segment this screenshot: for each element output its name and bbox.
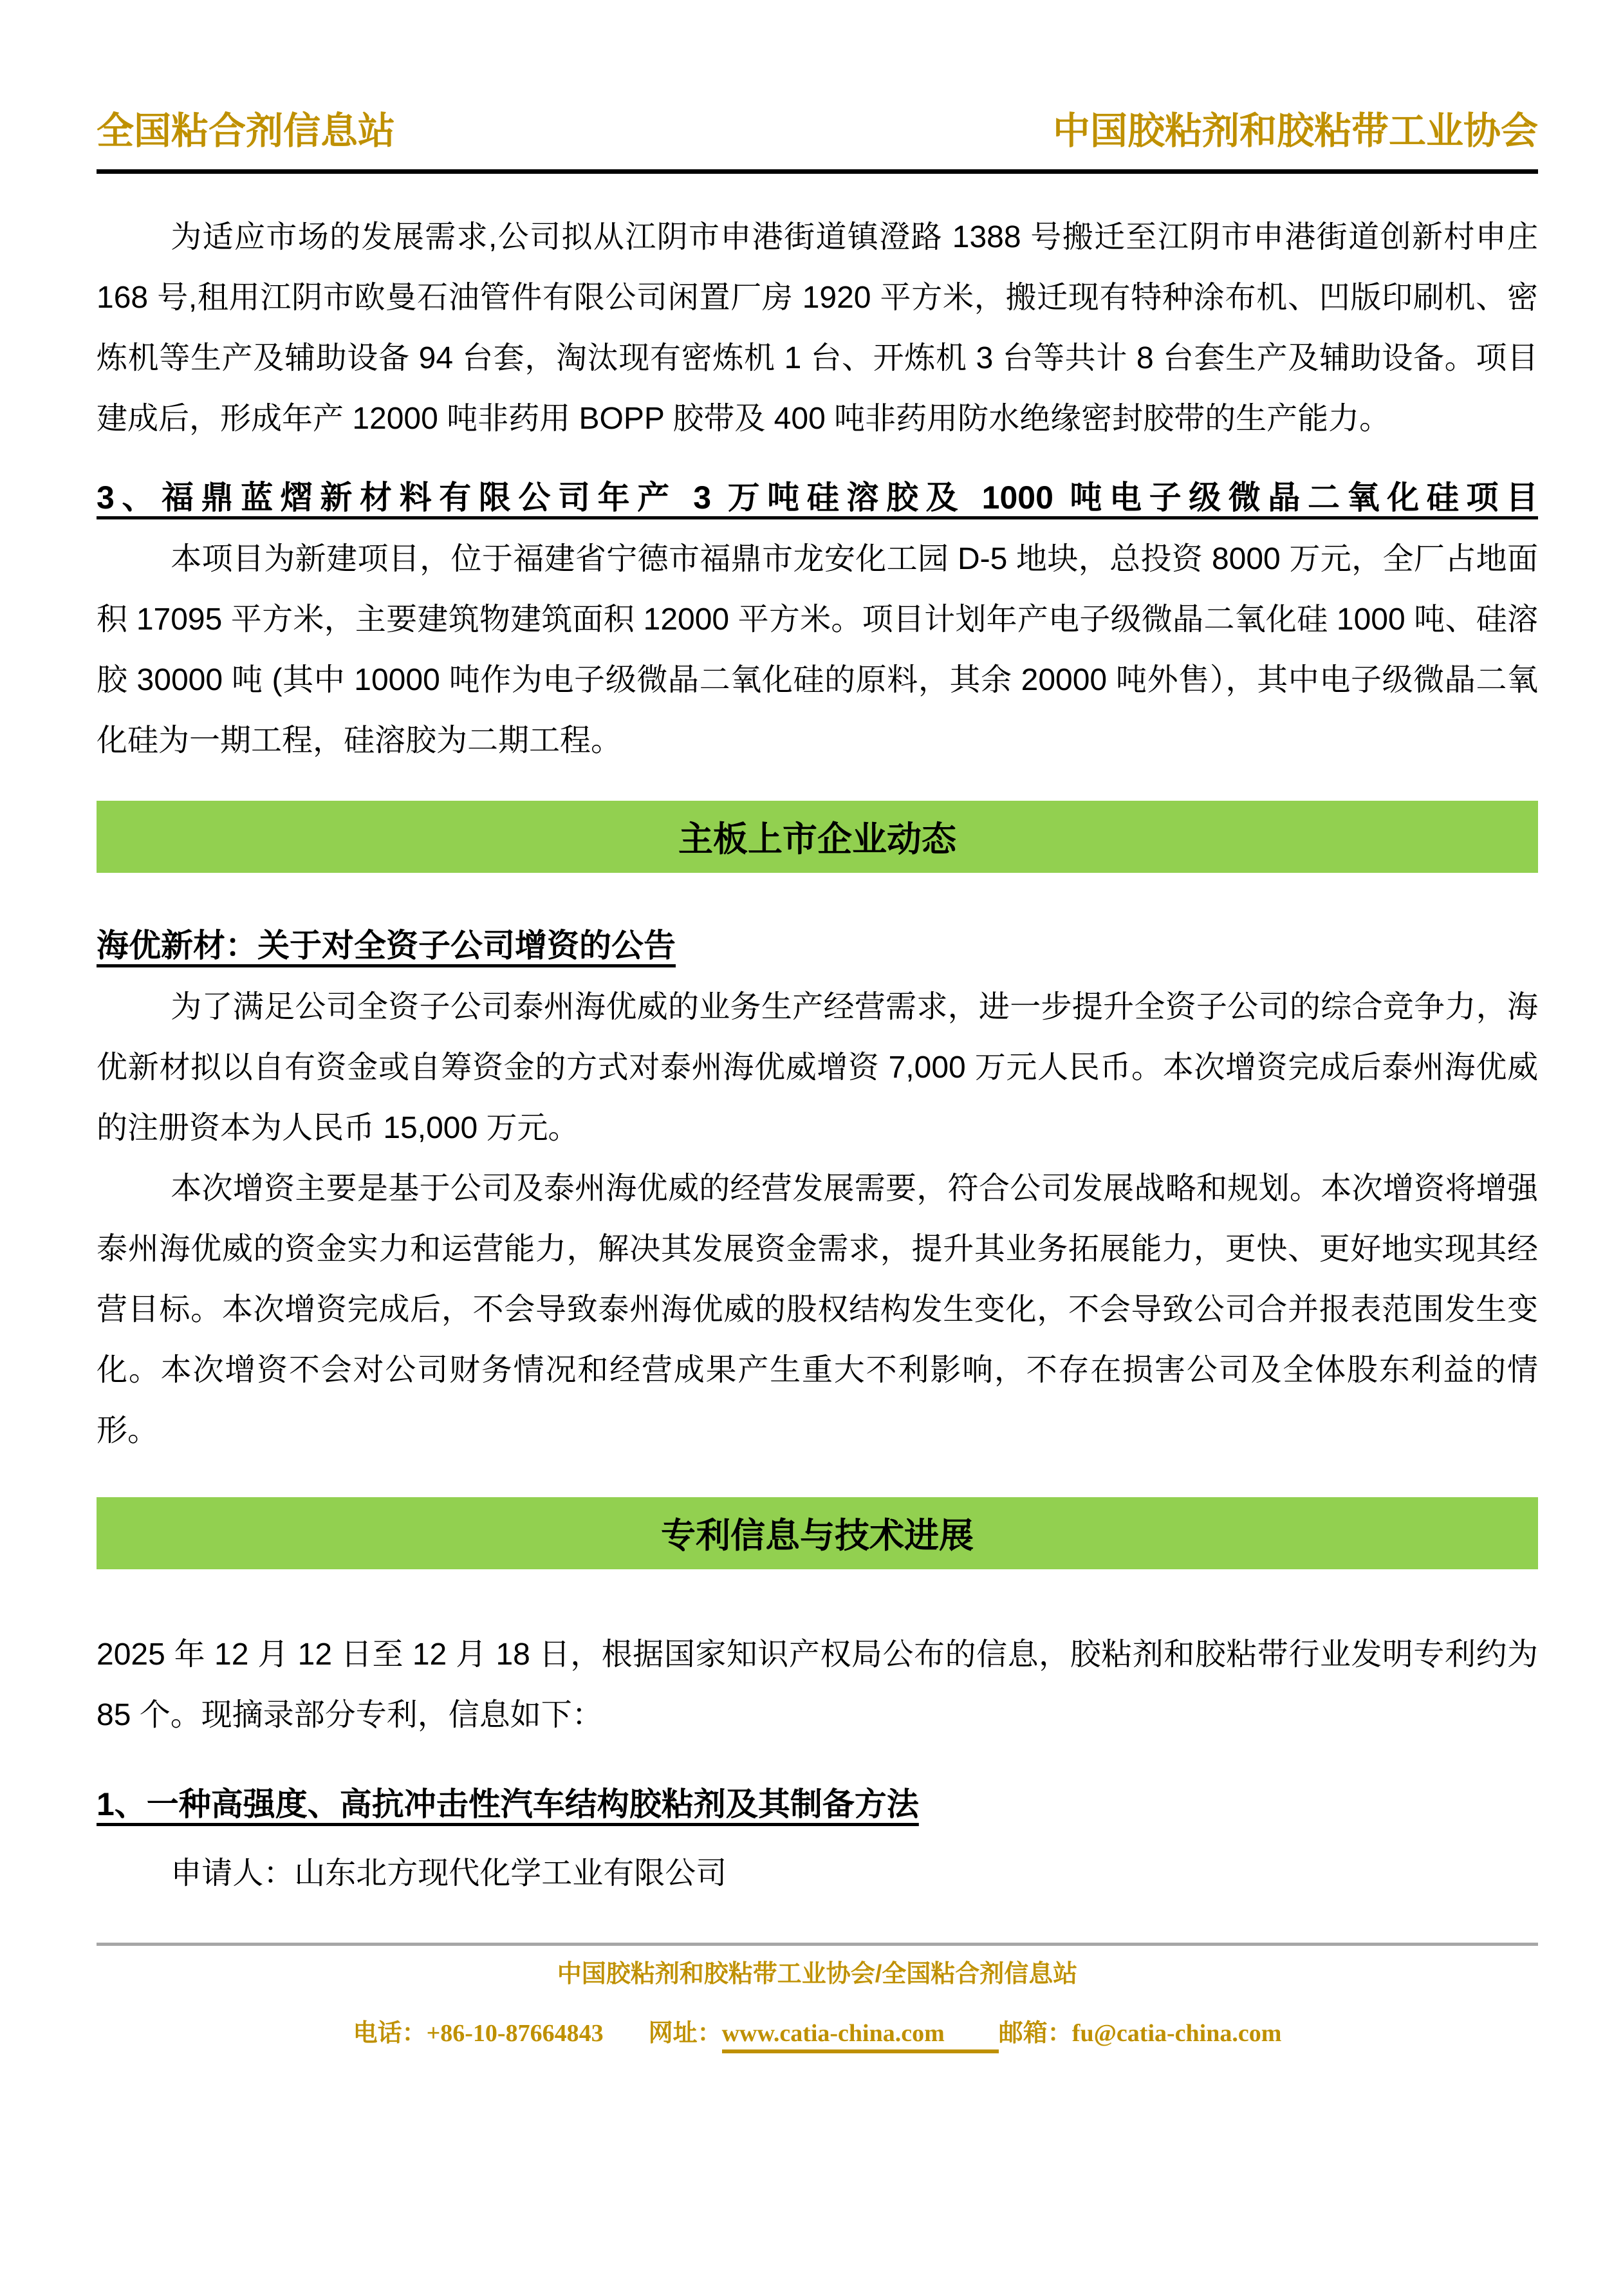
footer-phone-label: 电话：	[353, 2019, 427, 2047]
footer-website-link[interactable]: www.catia-china.com	[722, 2020, 999, 2053]
patent-banner-label: 专利信息与技术进展	[661, 1517, 974, 1555]
announcement-paragraph-1: 为了满足公司全资子公司泰州海优威的业务生产经营需求，进一步提升全资子公司的综合竞争力，海优新材拟以自有资金或自筹资金的方式对泰州海优威增资 7,000 万元人民币。本次增资完成后泰州海优威的注册资本为人民币 15,000 万元。	[97, 989, 1538, 1145]
main-board-banner	[97, 801, 1538, 873]
masthead-rule	[97, 169, 1538, 174]
patent-intro-paragraph: 2025 年 12 月 12 日至 12 月 18 日，根据国家知识产权局公布的信息，胶粘剂和胶粘带行业发明专利约为 85 个。现摘录部分专利，信息如下：	[97, 1637, 1538, 1732]
patent-item1-heading: 1、一种高强度、高抗冲击性汽车结构胶粘剂及其制备方法	[97, 1786, 919, 1822]
project3-heading: 3、福鼎蓝熠新材料有限公司年产 3 万吨硅溶胶及 1000 吨电子级微晶二氧化硅项目	[97, 479, 1538, 516]
main-board-banner-label: 主板上市企业动态	[678, 820, 956, 859]
masthead-left-title: 全国粘合剂信息站	[97, 110, 396, 152]
patent-item1-applicant: 申请人：山东北方现代化学工业有限公司	[171, 1856, 727, 1890]
footer-email-value: fu@catia-china.com	[1071, 2019, 1282, 2047]
relocation-paragraph: 为适应市场的发展需求,公司拟从江阴市申港街道镇澄路 1388 号搬迁至江阴市申港街道创新村申庄 168 号,租用江阴市欧曼石油管件有限公司闲置厂房 1920 平方米，搬迁现有特种涂布机、凹版印刷机、密炼机等生产及辅助设备 94 台套，淘汰现有密炼机 1 台、开炼机 3 台等共计 8 台套生产及辅助设备。项目建成后，形成年产 12000 吨非药用 BOPP 胶带及 400 吨非药用防水绝缘密封胶带的生产能力。	[97, 219, 1538, 436]
footer-web-label: 网址：	[648, 2019, 722, 2047]
masthead	[97, 108, 1538, 155]
footer-organization-line: 中国胶粘剂和胶粘带工业协会/全国粘合剂信息站	[557, 1960, 1078, 1988]
footer-phone-value: +86-10-87664843	[426, 2019, 604, 2047]
project3-paragraph: 本项目为新建项目，位于福建省宁德市福鼎市龙安化工园 D-5 地块，总投资 8000 万元，全厂占地面积 17095 平方米，主要建筑物建筑面积 12000 平方米。项目计划年产电子级微晶二氧化硅 1000 吨、硅溶胶 30000 吨 (其中 10000 吨作为电子级微晶二氧化硅的原料，其余 20000 吨外售），其中电子级微晶二氧化硅为一期工程，硅溶胶为二期工程。	[97, 541, 1538, 758]
footer-rule	[97, 1943, 1538, 1946]
patent-banner	[97, 1497, 1538, 1569]
announcement-heading: 海优新材：关于对全资子公司增资的公告	[97, 927, 676, 964]
footer-email-label: 邮箱：	[998, 2019, 1072, 2047]
footer-contacts-line	[97, 2017, 1538, 2050]
announcement-paragraph-2: 本次增资主要是基于公司及泰州海优威的经营发展需要，符合公司发展战略和规划。本次增资将增强泰州海优威的资金实力和运营能力，解决其发展资金需求，提升其业务拓展能力，更快、更好地实现其经营目标。本次增资完成后，不会导致泰州海优威的股权结构发生变化，不会导致公司合并报表范围发生变化。本次增资不会对公司财务情况和经营成果产生重大不利影响，不存在损害公司及全体股东利益的情形。	[97, 1171, 1538, 1448]
masthead-right-title: 中国胶粘剂和胶粘带工业协会	[1052, 110, 1538, 152]
